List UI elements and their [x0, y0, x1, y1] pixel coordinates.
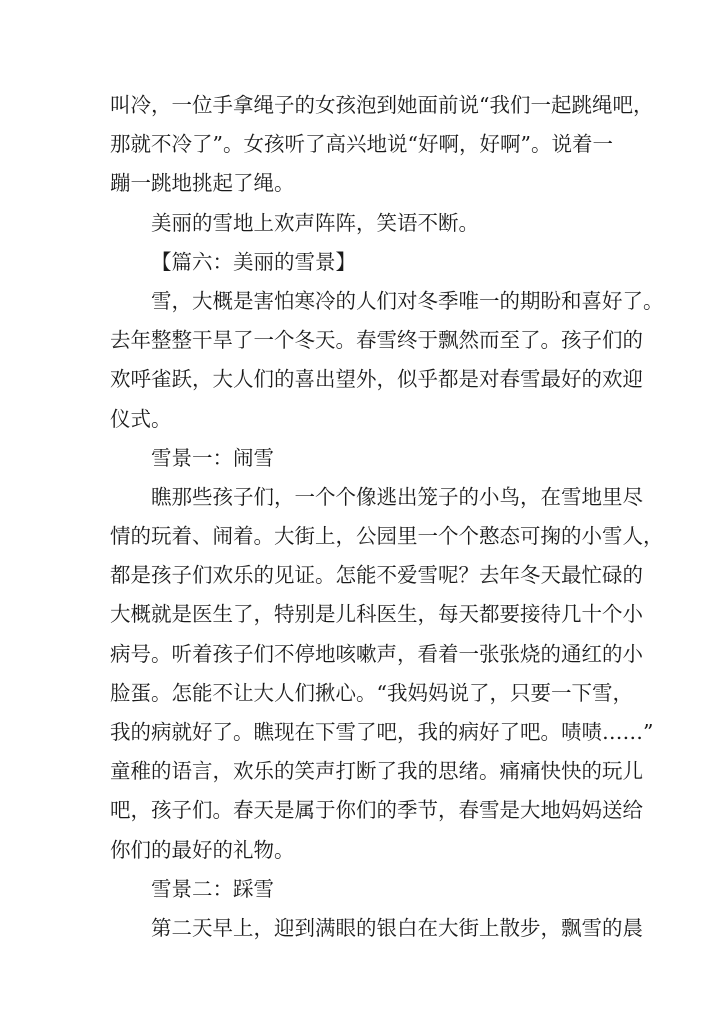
- text-line: 脸蛋。怎能不让大人们揪心。“我妈妈说了，只要一下雪，: [110, 680, 633, 705]
- subsection-heading: 雪景一：闹雪: [151, 445, 274, 470]
- text-line: 蹦一跳地挑起了绳。: [110, 171, 295, 196]
- text-line: 那就不冷了”。女孩听了高兴地说“好啊，好啊”。说着一: [110, 132, 613, 157]
- text-line: 瞧那些孩子们，一个个像逃出笼子的小鸟，在雪地里尽: [151, 484, 643, 509]
- text-line: 病号。听着孩子们不停地咳嗽声，看着一张张烧的通红的小: [110, 641, 643, 666]
- text-line: 美丽的雪地上欢声阵阵，笑语不断。: [151, 210, 479, 235]
- text-line: 我的病就好了。瞧现在下雪了吧，我的病好了吧。啧啧……”: [110, 720, 654, 744]
- text-line: 都是孩子们欢乐的见证。怎能不爱雪呢？去年冬天最忙碌的: [110, 563, 643, 588]
- text-line: 你们的最好的礼物。: [110, 837, 295, 862]
- text-line: 欢呼雀跃，大人们的喜出望外，似乎都是对春雪最好的欢迎: [110, 367, 643, 392]
- document-body: [110, 86, 664, 948]
- text-line: 吧，孩子们。春天是属于你们的季节，春雪是大地妈妈送给: [110, 798, 643, 823]
- text-line: 去年整整干旱了一个冬天。春雪终于飘然而至了。孩子们的: [110, 328, 643, 353]
- text-line: 大概就是医生了，特别是儿科医生，每天都要接待几十个小: [110, 602, 643, 627]
- text-line: 雪，大概是害怕寒冷的人们对冬季唯一的期盼和喜好了。: [151, 288, 664, 313]
- text-line: 第二天早上，迎到满眼的银白在大街上散步，飘雪的晨: [151, 915, 643, 940]
- section-heading: 【篇六：美丽的雪景】: [151, 249, 356, 274]
- text-line: 叫冷，一位手拿绳子的女孩泡到她面前说“我们一起跳绳吧，: [110, 93, 654, 117]
- subsection-heading: 雪景二：踩雪: [151, 876, 274, 901]
- text-line: 仪式。: [110, 406, 172, 431]
- text-line: 情的玩着、闹着。大街上，公园里一个个憨态可掬的小雪人，: [110, 524, 664, 549]
- text-line: 童稚的语言，欢乐的笑声打断了我的思绪。痛痛快快的玩儿: [110, 759, 643, 784]
